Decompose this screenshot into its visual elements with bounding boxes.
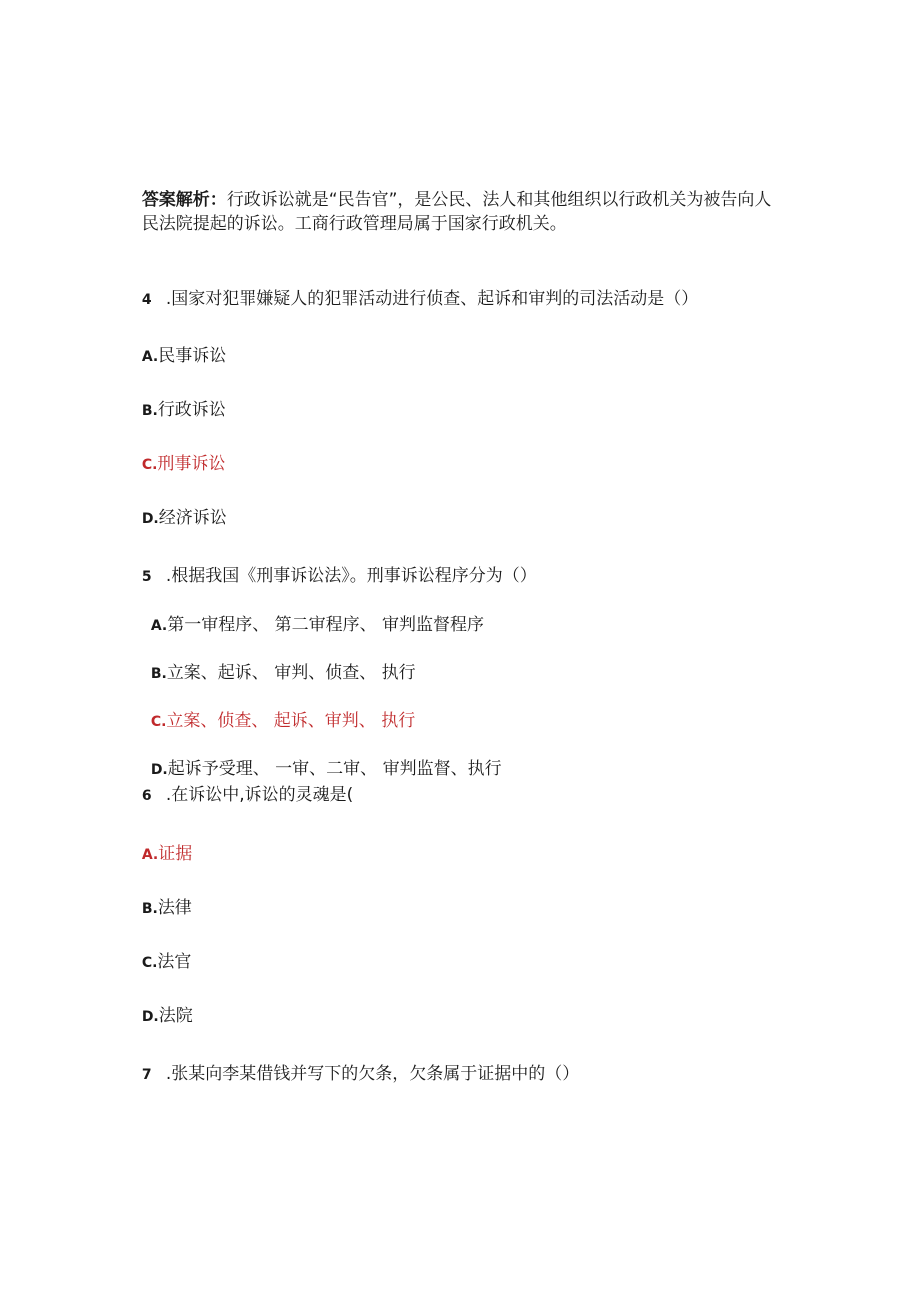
option-5a[interactable] xyxy=(140,589,484,638)
option-4d[interactable] xyxy=(131,482,227,531)
option-text: 立案、起诉、 审判、侦查、 执行 xyxy=(166,663,416,683)
option-6d[interactable] xyxy=(131,980,193,1029)
option-4a[interactable] xyxy=(131,320,226,369)
option-letter: B. xyxy=(141,901,158,917)
option-letter: D. xyxy=(141,511,159,527)
option-6a-correct[interactable] xyxy=(131,818,192,867)
question-7 xyxy=(131,1038,579,1087)
question-number: 6 xyxy=(141,788,152,804)
option-letter: C. xyxy=(141,955,158,971)
option-letter: C. xyxy=(150,714,167,730)
answer-analysis-text: 行政诉讼就是“民告官”，是公民、法人和其他组织以行政机关为被告向人 xyxy=(226,190,772,210)
option-text: 法官 xyxy=(157,952,192,972)
option-5c-correct[interactable] xyxy=(140,685,415,734)
question-number: 5 xyxy=(141,569,152,585)
question-text: .国家对犯罪嫌疑人的犯罪活动进行侦查、起诉和审判的司法活动是（） xyxy=(165,289,699,309)
question-6 xyxy=(131,759,353,808)
option-text: 法律 xyxy=(157,898,192,918)
question-5 xyxy=(131,540,537,589)
option-letter: B. xyxy=(150,666,167,682)
question-text: .张某向李某借钱并写下的欠条，欠条属于证据中的（） xyxy=(165,1064,580,1084)
option-letter: A. xyxy=(141,349,159,365)
option-letter: A. xyxy=(141,847,159,863)
option-text: 立案、侦查、 起诉、审判、 执行 xyxy=(166,711,416,731)
question-text: .根据我国《刑事诉讼法》。刑事诉讼程序分为（） xyxy=(165,566,537,586)
answer-analysis-text-cont: 民法院提起的诉讼。工商行政管理局属于国家行政机关。 xyxy=(141,214,567,234)
option-letter: A. xyxy=(150,618,168,634)
option-letter: B. xyxy=(141,403,158,419)
option-4c-correct[interactable] xyxy=(131,428,225,477)
answer-analysis-label: 答案解析： xyxy=(141,190,227,210)
option-text: 第一审程序、 第二审程序、 审判监督程序 xyxy=(167,615,485,635)
option-5b[interactable] xyxy=(140,637,416,686)
option-text: 行政诉讼 xyxy=(157,400,226,420)
answer-analysis-line2 xyxy=(131,188,567,236)
question-number: 4 xyxy=(141,292,152,308)
option-text: 刑事诉讼 xyxy=(157,454,226,474)
option-text: 证据 xyxy=(158,844,193,864)
option-6b[interactable] xyxy=(131,872,192,921)
question-text: .在诉讼中,诉讼的灵魂是( xyxy=(165,785,354,805)
option-text: 法院 xyxy=(158,1006,193,1026)
option-letter: C. xyxy=(141,457,158,473)
option-letter: D. xyxy=(141,1009,159,1025)
option-text: 起诉予受理、 一审、二审、 审判监督、执行 xyxy=(167,759,502,779)
question-4 xyxy=(131,263,698,312)
option-text: 民事诉讼 xyxy=(158,346,227,366)
question-number: 7 xyxy=(141,1067,152,1083)
option-4b[interactable] xyxy=(131,374,226,423)
option-6c[interactable] xyxy=(131,926,191,975)
option-letter: D. xyxy=(150,762,168,778)
option-text: 经济诉讼 xyxy=(158,508,227,528)
